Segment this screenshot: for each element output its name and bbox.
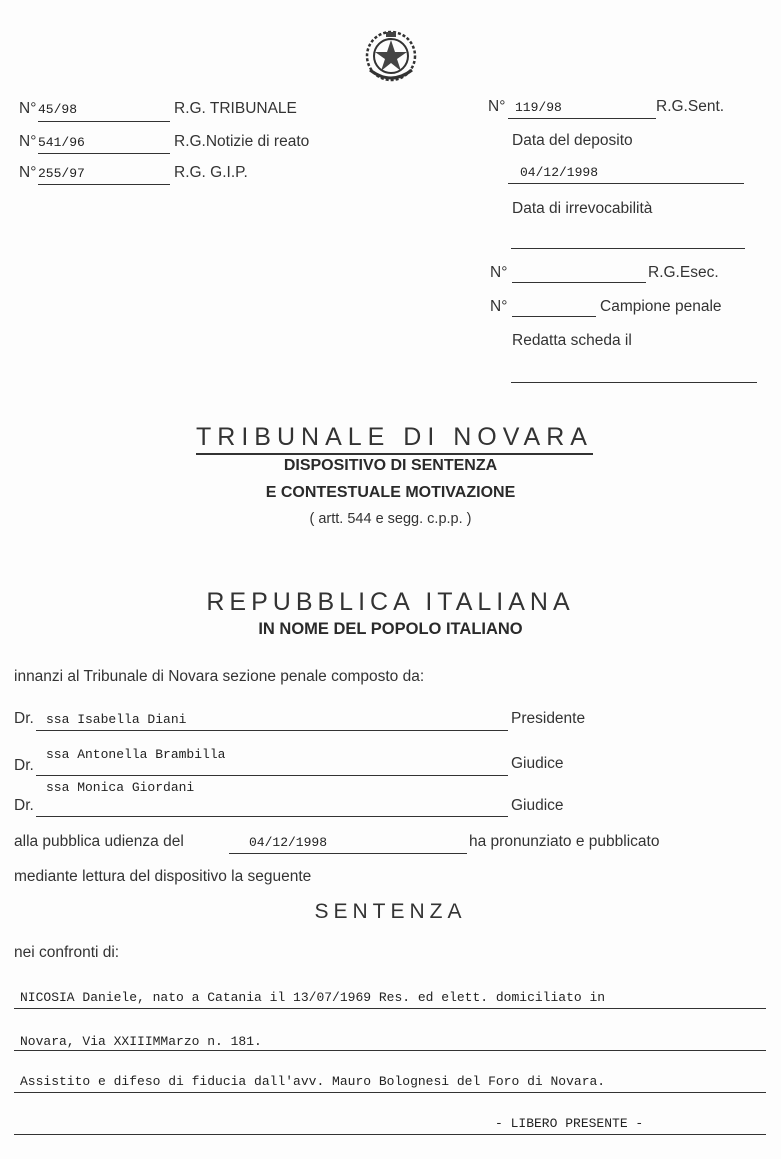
rg-sent-label: R.G.Sent.: [656, 98, 725, 115]
court-title: TRIBUNALE DI NOVARA: [196, 423, 593, 455]
irrevocabilita-line: [511, 248, 745, 249]
defendant-rule-1: [14, 1008, 766, 1009]
republic-emblem-icon: [362, 26, 420, 86]
judge-1-role: Presidente: [511, 710, 586, 727]
judge-3-line: [36, 816, 508, 817]
lettura-text: mediante lettura del dispositivo la seguente: [14, 868, 312, 885]
rg-esec-label: R.G.Esec.: [648, 264, 719, 281]
rg-esec-line: [512, 282, 646, 283]
rg-tribunale-prefix: N°: [19, 100, 37, 117]
republic-subtitle: IN NOME DEL POPOLO ITALIANO: [258, 620, 523, 638]
defendant-line-1: NICOSIA Daniele, nato a Catania il 13/07/1969 Res. ed elett. domiciliato in: [20, 990, 606, 1005]
intro-text: innanzi al Tribunale di Novara sezione penale composto da:: [14, 668, 425, 685]
judge-3-role: Giudice: [511, 797, 564, 814]
rg-gip-prefix: N°: [19, 164, 37, 181]
judge-2-name: ssa Antonella Brambilla: [46, 747, 226, 762]
republic-title: REPUBBLICA ITALIANA: [206, 588, 575, 616]
defendant-status: - LIBERO PRESENTE -: [495, 1116, 644, 1131]
rg-tribunale-label: R.G. TRIBUNALE: [174, 100, 297, 117]
confronti-text: nei confronti di:: [14, 944, 120, 961]
deposito-line: [508, 183, 744, 184]
campione-label: Campione penale: [600, 298, 722, 315]
rg-gip-line: [38, 184, 170, 185]
irrevocabilita-label: Data di irrevocabilità: [512, 200, 653, 217]
scheda-line: [511, 382, 757, 383]
defendant-line-2: Novara, Via XXIIIMMarzo n. 181.: [20, 1034, 262, 1049]
judge-3-name: ssa Monica Giordani: [46, 780, 195, 795]
udienza-date: 04/12/1998: [249, 835, 328, 850]
court-title-wrapper: [0, 423, 781, 455]
defendant-rule-2: [14, 1050, 766, 1051]
judge-2-prefix: Dr.: [14, 757, 34, 774]
rg-notizie-line: [38, 153, 170, 154]
campione-line: [512, 316, 596, 317]
judge-2-role: Giudice: [511, 755, 564, 772]
rg-sent-line: [508, 118, 656, 119]
rg-tribunale-number: 45/98: [38, 102, 78, 117]
court-reference: ( artt. 544 e segg. c.p.p. ): [309, 511, 472, 527]
rg-sent-prefix: N°: [488, 98, 506, 115]
court-subtitle-1: DISPOSITIVO DI SENTENZA: [283, 457, 498, 474]
deposito-date: 04/12/1998: [520, 165, 599, 180]
rg-notizie-prefix: N°: [19, 133, 37, 150]
rg-sent-number: 119/98: [515, 100, 562, 115]
rg-gip-label: R.G. G.I.P.: [174, 164, 248, 181]
campione-prefix: N°: [490, 298, 508, 315]
rg-tribunale-line: [38, 121, 170, 122]
judge-2-line: [36, 775, 508, 776]
judge-1-prefix: Dr.: [14, 710, 34, 727]
udienza-line: [229, 853, 467, 854]
udienza-label: alla pubblica udienza del: [14, 833, 184, 850]
defendant-line-3: Assistito e difeso di fiducia dall'avv. Mauro Bolognesi del Foro di Novara.: [20, 1074, 606, 1089]
defendant-rule-4: [14, 1134, 766, 1135]
rg-esec-prefix: N°: [490, 264, 508, 281]
deposito-label: Data del deposito: [512, 132, 633, 149]
judge-3-prefix: Dr.: [14, 797, 34, 814]
judge-1-name: ssa Isabella Diani: [46, 712, 187, 727]
judge-1-line: [36, 730, 508, 731]
rg-notizie-label: R.G.Notizie di reato: [174, 133, 310, 150]
udienza-suffix: ha pronunziato e pubblicato: [469, 833, 660, 850]
sentenza-title: SENTENZA: [314, 900, 467, 923]
rg-gip-number: 255/97: [38, 166, 85, 181]
defendant-rule-3: [14, 1092, 766, 1093]
scheda-label: Redatta scheda il: [512, 332, 632, 349]
court-subtitle-2: E CONTESTUALE MOTIVAZIONE: [265, 484, 516, 501]
rg-notizie-number: 541/96: [38, 135, 85, 150]
